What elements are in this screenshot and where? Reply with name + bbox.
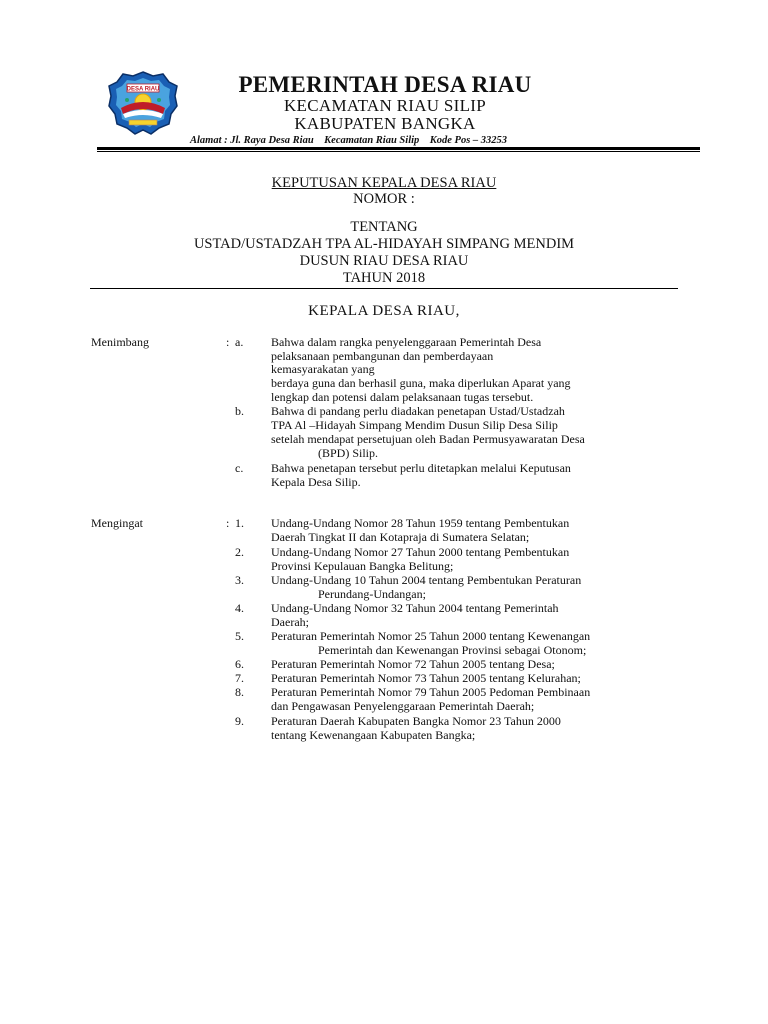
mengingat-marker-6: 6. [235,657,244,671]
mengingat-9-line2: tentang Kewenangaan Kabupaten Bangka; [271,728,476,742]
mengingat-5-line2: Pemerintah dan Kewenangan Provinsi sebagai Otonom; [318,643,587,657]
menimbang-a-line1: Bahwa dalam rangka penyelenggaraan Pemerintah Desa [271,335,542,349]
mengingat-4-line1: Undang-Undang Nomor 32 Tahun 2004 tentang Pemerintah [271,601,559,615]
mengingat-marker-3: 3. [235,573,244,587]
letterhead-rule-thin [97,151,700,152]
mengingat-label: Mengingat [91,516,143,530]
mengingat-4-line2: Daerah; [271,615,309,629]
mengingat-marker-8: 8. [235,685,244,699]
village-emblem-logo [107,70,179,136]
menimbang-b-line4: (BPD) Silip. [318,446,379,460]
title-rule [90,288,678,289]
mengingat-3-line1: Undang-Undang 10 Tahun 2004 tentang Pembentukan Peraturan [271,573,582,587]
letterhead-government-name: PEMERINTAH DESA RIAU [238,72,532,97]
decree-year: TAHUN 2018 [342,270,426,286]
mengingat-2-line2: Provinsi Kepulauan Bangka Belitung; [271,559,454,573]
menimbang-c-line1: Bahwa penetapan tersebut perlu ditetapkan melalui Keputusan [271,461,571,475]
letterhead-district: KECAMATAN RIAU SILIP [283,96,487,115]
logo-label: DESA RIAU [126,86,160,93]
mengingat-1-line2: Daerah Tingkat II dan Kotapraja di Sumatera Selatan; [271,530,530,544]
mengingat-marker-5: 5. [235,629,244,643]
decree-title: KEPUTUSAN KEPALA DESA RIAU [271,175,497,191]
mengingat-8-line2: dan Pengawasan Penyelenggaraan Pemerintah Daerah; [271,699,535,713]
mengingat-marker-7: 7. [235,671,244,685]
menimbang-marker-b: b. [235,404,244,418]
menimbang-a-line4: berdaya guna dan berhasil guna, maka diperlukan Aparat yang [271,376,571,390]
menimbang-b-line1: Bahwa di pandang perlu diadakan penetapan Ustad/Ustadzah [271,404,565,418]
menimbang-c-line2: Kepala Desa Silip. [271,475,361,489]
menimbang-colon: : [226,335,230,349]
mengingat-2-line1: Undang-Undang Nomor 27 Tahun 2000 tentang Pembentukan [271,545,570,559]
decree-about: TENTANG [350,219,418,235]
menimbang-label: Menimbang [91,335,149,349]
mengingat-6-line1: Peraturan Pemerintah Nomor 72 Tahun 2005 tentang Desa; [271,657,555,671]
letterhead-regency: KABUPATEN BANGKA [294,114,476,133]
mengingat-marker-2: 2. [235,545,244,559]
menimbang-marker-a: a. [235,335,244,349]
menimbang-a-line2: pelaksanaan pembangunan dan pemberdayaan [271,349,494,363]
menimbang-a-line5: lengkap dan potensi dalam pelaksanaan tugas tersebut. [271,390,534,404]
mengingat-7-line1: Peraturan Pemerintah Nomor 73 Tahun 2005 tentang Kelurahan; [271,671,581,685]
letterhead-rule-thick [97,147,700,150]
mengingat-9-line1: Peraturan Daerah Kabupaten Bangka Nomor 23 Tahun 2000 [271,714,561,728]
menimbang-marker-c: c. [235,461,244,475]
mengingat-marker-1: 1. [235,516,244,530]
mengingat-5-line1: Peraturan Pemerintah Nomor 25 Tahun 2000 tentang Kewenangan [271,629,591,643]
decree-subject-line2: DUSUN RIAU DESA RIAU [299,253,469,269]
mengingat-8-line1: Peraturan Pemerintah Nomor 79 Tahun 2005 Pedoman Pembinaan [271,685,591,699]
mengingat-3-line2: Perundang-Undangan; [318,587,426,601]
decree-number: NOMOR : [353,191,415,207]
mengingat-marker-9: 9. [235,714,244,728]
menimbang-a-line3: kemasyarakatan yang [271,362,375,376]
decree-subject-line1: USTAD/USTADZAH TPA AL-HIDAYAH SIMPANG MENDIM [193,236,575,252]
menimbang-b-line2: TPA Al –Hidayah Simpang Mendim Dusun Silip Desa Silip [271,418,558,432]
mengingat-1-line1: Undang-Undang Nomor 28 Tahun 1959 tentang Pembentukan [271,516,570,530]
mengingat-colon: : [226,516,230,530]
letterhead-address: Alamat : Jl. Raya Desa Riau Kecamatan Riau Silip Kode Pos – 33253 [190,135,508,146]
mengingat-marker-4: 4. [235,601,244,615]
menimbang-b-line3: setelah mendapat persetujuan oleh Badan Permusyawaratan Desa [271,432,585,446]
decree-heading: KEPALA DESA RIAU, [308,303,460,319]
